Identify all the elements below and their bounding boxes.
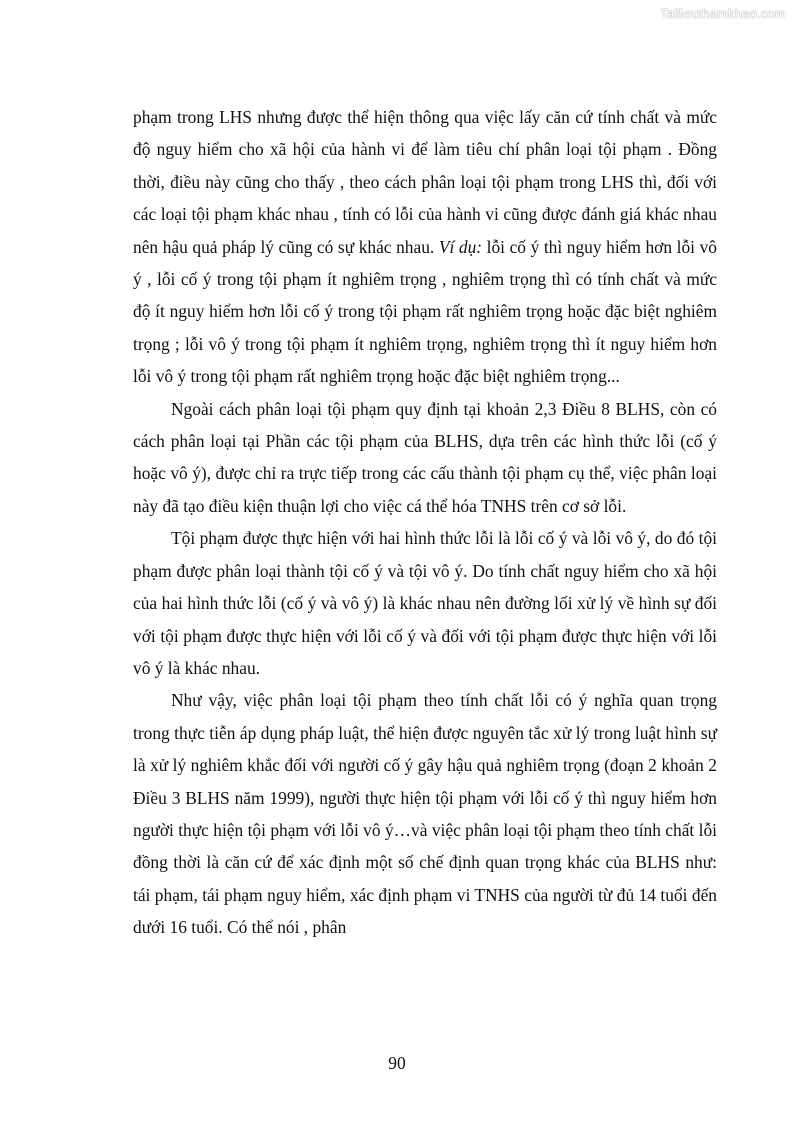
paragraph-1-text-a: phạm trong LHS nhưng được thể hiện thông qua việc lấy căn cứ tính chất và mức độ nguy hiểm cho xã hội của hành vi để làm tiêu chí phân loại tội phạm . Đồng thời, điều này cũng cho thấy , theo cách phân loại tội phạm trong LHS thì, đối với các loại tội phạm khác nhau , tính có lỗi của hành vi cũng được đánh giá khác nhau nên hậu quả pháp lý cũng có sự khác nhau. [133, 107, 717, 257]
paragraph-1 [133, 101, 717, 393]
paragraph-2: Ngoài cách phân loại tội phạm quy định tại khoản 2,3 Điều 8 BLHS, còn có cách phân loại tại Phần các tội phạm của BLHS, dựa trên các hình thức lỗi (cố ý hoặc vô ý), được chỉ ra trực tiếp trong các cấu thành tội phạm cụ thể, việc phân loại này đã tạo điều kiện thuận lợi cho việc cá thể hóa TNHS trên cơ sở lỗi. [133, 398, 717, 516]
example-label: Ví dụ: [438, 236, 483, 257]
paragraph-1-text-b: lỗi cố ý thì nguy hiểm hơn lỗi vô ý , lỗi cố ý trong tội phạm ít nghiêm trọng , nghiêm trọng thì có tính chất và mức độ ít nguy hiểm hơn lỗi cố ý trong tội phạm rất nghiêm trọng hoặc đặc biệt nghiêm trọng ; lỗi vô ý trong tội phạm ít nghiêm trọng, nghiêm trọng thì ít nguy hiểm hơn lỗi vô ý trong tội phạm rất nghiêm trọng hoặc đặc biệt nghiêm trọng... [133, 236, 717, 387]
watermark-text: Tailieuthamkhao.com [660, 6, 786, 21]
page-number: 90 [388, 1053, 406, 1073]
paragraph-3: Tội phạm được thực hiện với hai hình thức lỗi là lỗi cố ý và lỗi vô ý, do đó tội phạm được phân loại thành tội cố ý và tội vô ý. Do tính chất nguy hiểm cho xã hội của hai hình thức lỗi (cố ý và vô ý) là khác nhau nên đường lối xử lý về hình sự đối với tội phạm được thực hiện với lỗi cố ý và đối với tội phạm được thực hiện với lỗi vô ý là khác nhau. [133, 528, 717, 678]
document-body [133, 101, 717, 944]
paragraph-4: Như vậy, việc phân loại tội phạm theo tính chất lỗi có ý nghĩa quan trọng trong thực tiễn áp dụng pháp luật, thể hiện được nguyên tắc xử lý trong luật hình sự là xử lý nghiêm khắc đối với người cố ý gây hậu quả nghiêm trọng (đoạn 2 khoản 2 Điều 3 BLHS năm 1999), người thực hiện tội phạm với lỗi cố ý thì nguy hiểm hơn người thực hiện tội phạm với lỗi vô ý…và việc phân loại tội phạm theo tính chất lỗi đồng thời là căn cứ để xác định một số chế định quan trọng khác của BLHS như: tái phạm, tái phạm nguy hiểm, xác định phạm vi TNHS của người từ đủ 14 tuổi đến dưới 16 tuổi. Có thể nói , phân [133, 690, 717, 938]
